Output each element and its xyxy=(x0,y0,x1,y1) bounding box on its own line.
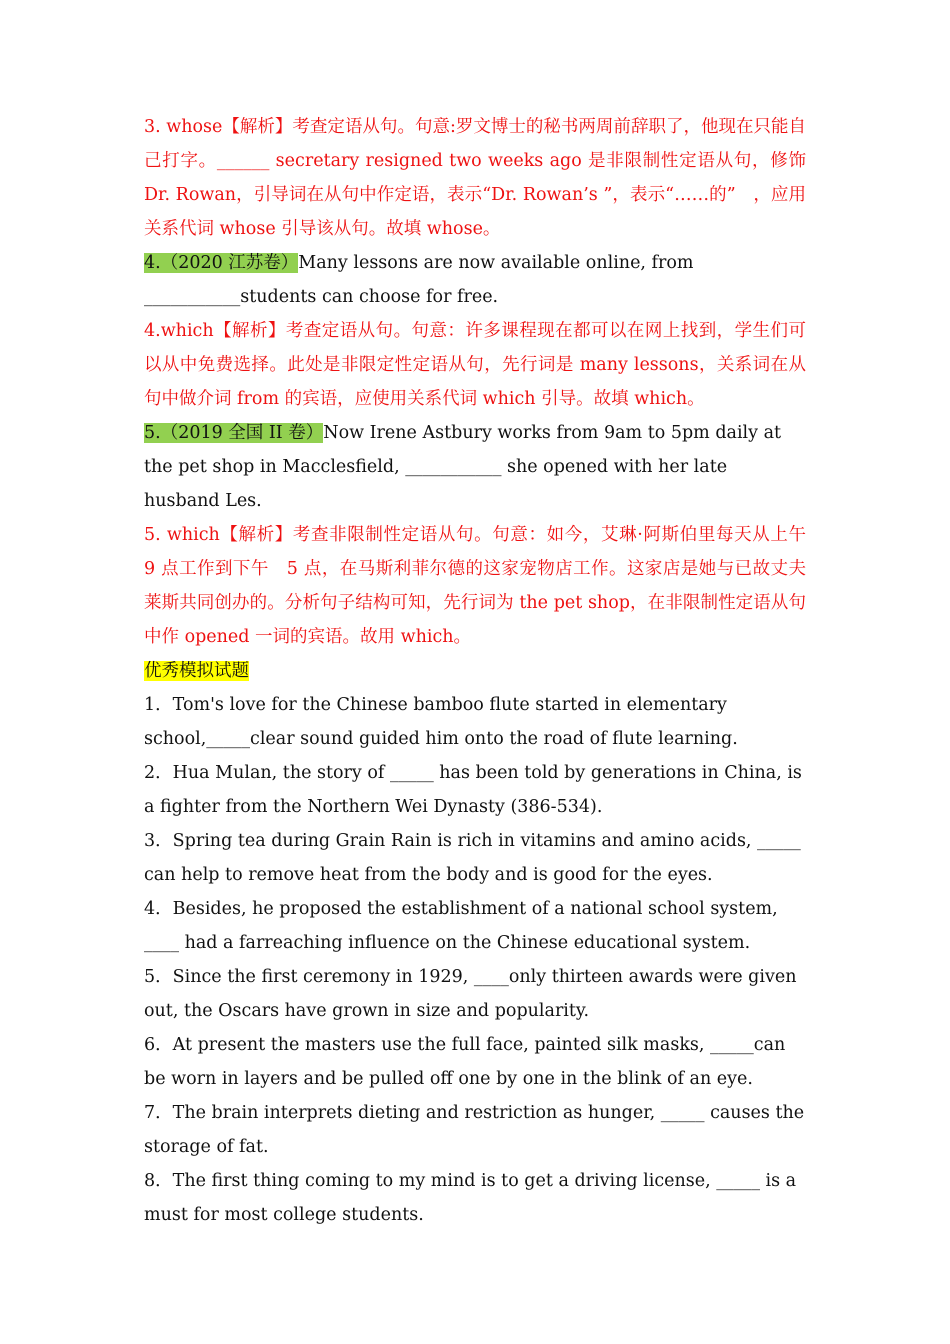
exercise-text: Besides, he proposed the establishment of a national school system, ____ had a farreaching influence on the Chinese educational system. xyxy=(144,899,778,953)
document-page xyxy=(144,110,824,1232)
question-4-source-tag: 4.（2020 江苏卷） xyxy=(144,253,299,273)
exercise-4 xyxy=(144,892,806,960)
exercise-number: 4． xyxy=(144,899,173,919)
exercise-text: The brain interprets dieting and restriction as hunger, _____ causes the storage of fat. xyxy=(144,1103,805,1157)
exercise-8 xyxy=(144,1164,806,1232)
answer-5: 5. which【解析】考查非限制性定语从句。句意：如今，艾琳·阿斯伯里每天从上午 9 点工作到下午 5 点，在马斯利菲尔德的这家宠物店工作。这家店是她与已故丈夫莱斯共同创办的。分析句子结构可知，先行词为 the pet shop，在非限制性定语从句中作 opened 一词的宾语。故用 which。 xyxy=(144,525,824,647)
exercise-text: Since the first ceremony in 1929, ____only thirteen awards were given out, the Oscars have grown in size and popularity. xyxy=(144,967,797,1021)
exercise-number: 6． xyxy=(144,1035,173,1055)
exercise-2 xyxy=(144,756,806,824)
question-4-text: Many lessons are now available online, from ___________students can choose for free. xyxy=(144,253,694,307)
question-4 xyxy=(144,246,806,314)
section-title-text: 优秀模拟试题 xyxy=(144,661,249,681)
exercise-text: At present the masters use the full face, painted silk masks, _____can be worn in layers and be pulled off one by one in the blink of an eye. xyxy=(144,1035,786,1089)
exercise-text: The first thing coming to my mind is to get a driving license, _____ is a must for most college students. xyxy=(144,1171,797,1225)
section-title xyxy=(144,654,806,688)
answer-4: 4.which【解析】考查定语从句。句意：许多课程现在都可以在网上找到，学生们可以从中免费选择。此处是非限定性定语从句，先行词是 many lessons，关系词在从句中做介词 from 的宾语，应使用关系代词 which 引导。故填 which。 xyxy=(144,321,806,409)
answer-3: 3. whose【解析】考查定语从句。句意:罗文博士的秘书两周前辞职了，他现在只能自己打字。______ secretary resigned two weeks ago 是非限制性定语从句，修饰 Dr. Rowan，引导词在从句中作定语，表示“Dr. Rowan’s ”，表示“……的” ，应用关系代词 whose 引导该从句。故填 whose。 xyxy=(144,117,806,239)
exercise-number: 5． xyxy=(144,967,173,987)
exercise-6 xyxy=(144,1028,806,1096)
exercise-number: 2． xyxy=(144,763,173,783)
exercise-number: 8． xyxy=(144,1171,173,1191)
exercise-1 xyxy=(144,688,806,756)
question-5-source-tag: 5.（2019 全国 II 卷） xyxy=(144,423,324,443)
exercise-7 xyxy=(144,1096,806,1164)
exercise-5 xyxy=(144,960,806,1028)
question-5-text: Now Irene Astbury works from 9am to 5pm daily at the pet shop in Macclesfield, ___________ she opened with her late husband Les. xyxy=(144,423,782,511)
exercise-number: 7． xyxy=(144,1103,173,1123)
exercise-text: Hua Mulan, the story of _____ has been told by generations in China, is a fighter from the Northern Wei Dynasty (386-534). xyxy=(144,763,802,817)
exercise-text: Tom's love for the Chinese bamboo flute started in elementary school,_____clear sound guided him onto the road of flute learning. xyxy=(144,695,738,749)
exercise-text: Spring tea during Grain Rain is rich in vitamins and amino acids, _____ can help to remove heat from the body and is good for the eyes. xyxy=(144,831,801,885)
exercise-number: 3． xyxy=(144,831,173,851)
exercise-number: 1． xyxy=(144,695,173,715)
question-5 xyxy=(144,416,806,518)
exercise-3 xyxy=(144,824,806,892)
